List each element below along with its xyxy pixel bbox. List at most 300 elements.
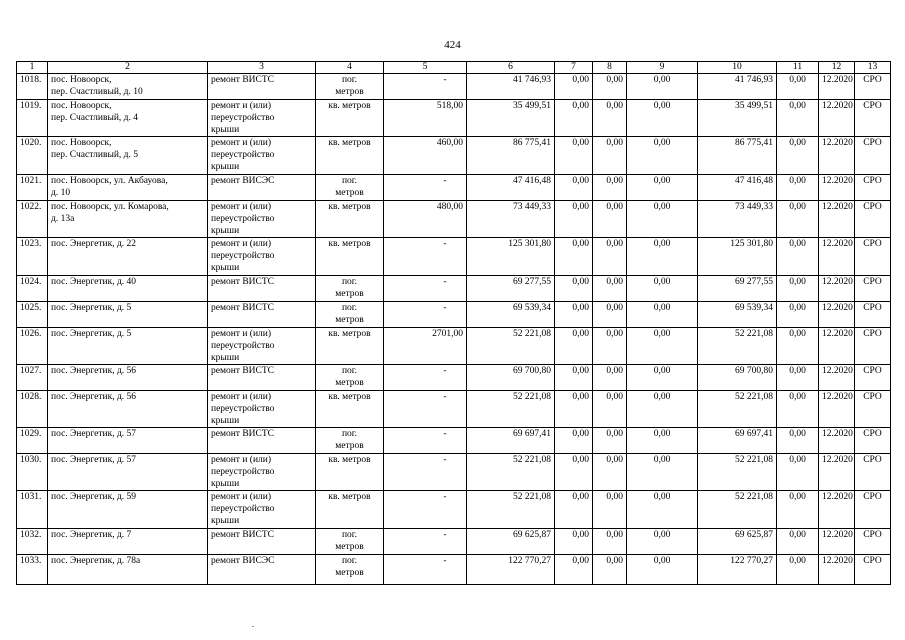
table-row [17,365,891,391]
area-cell: - [384,454,467,491]
unit-line: метров [335,87,364,97]
col7-cell: 0,00 [555,454,593,491]
completion-date-cell: 12.2020 [819,201,855,238]
source-cell: СРО [855,100,891,137]
address-line: пос. Энергетик, д. 78а [51,556,141,566]
work-type-line: ремонт и (или) [211,202,272,212]
col11-cell: 0,00 [777,454,819,491]
address-line: пос. Новоорск, [51,101,112,111]
column-header: 1 [17,62,48,74]
col8-cell: 0,00 [593,201,627,238]
col7-cell: 0,00 [555,491,593,529]
unit-line: метров [335,542,364,552]
table-row [17,74,891,100]
address-line: пос. Новоорск, [51,138,112,148]
col7-cell: 0,00 [555,391,593,428]
unit-cell [316,491,384,529]
work-type-line: крыши [211,416,240,426]
col7-cell: 0,00 [555,238,593,276]
work-type-cell [208,428,316,454]
address-line: д. 10 [51,188,71,198]
table-body [17,74,891,585]
unit-line: пог. [341,366,358,376]
col8-cell: 0,00 [593,391,627,428]
col10-cell: 73 449,33 [698,201,777,238]
source-cell: СРО [855,491,891,529]
cost-cell: 69 539,34 [467,302,555,328]
col7-cell: 0,00 [555,201,593,238]
column-header: 6 [467,62,555,74]
col10-cell: 52 221,08 [698,391,777,428]
work-type-line: ремонт и (или) [211,455,272,465]
work-type-line: ремонт ВИСТС [211,277,275,287]
work-type-line: переустройство [211,467,275,477]
work-type-cell [208,74,316,100]
row-number-cell: 1027. [17,365,48,391]
col9-cell: 0,00 [627,555,698,585]
cost-cell: 86 775,41 [467,137,555,175]
col8-cell: 0,00 [593,454,627,491]
work-type-cell [208,365,316,391]
table-row [17,175,891,201]
area-cell: - [384,491,467,529]
column-header: 11 [777,62,819,74]
work-type-line: крыши [211,263,240,273]
completion-date-cell: 12.2020 [819,454,855,491]
col10-cell: 41 746,93 [698,74,777,100]
address-cell [48,100,208,137]
work-type-cell [208,201,316,238]
address-cell [48,454,208,491]
unit-line: пог. [341,429,358,439]
address-cell [48,175,208,201]
unit-line: кв. метров [328,239,371,249]
col11-cell: 0,00 [777,302,819,328]
col10-cell: 69 277,55 [698,276,777,302]
col8-cell: 0,00 [593,328,627,365]
scan-speck [252,626,254,627]
unit-line: пог. [341,303,358,313]
cost-cell: 41 746,93 [467,74,555,100]
work-type-line: ремонт ВИСЭС [211,556,275,566]
source-cell: СРО [855,391,891,428]
address-cell [48,276,208,302]
col7-cell: 0,00 [555,302,593,328]
col10-cell: 69 625,87 [698,529,777,555]
row-number-cell: 1033. [17,555,48,585]
col10-cell: 125 301,80 [698,238,777,276]
row-number-cell: 1023. [17,238,48,276]
completion-date-cell: 12.2020 [819,365,855,391]
header-row [17,62,891,74]
work-type-line: ремонт ВИСТС [211,303,275,313]
unit-cell [316,74,384,100]
col8-cell: 0,00 [593,365,627,391]
col11-cell: 0,00 [777,555,819,585]
col10-cell: 69 697,41 [698,428,777,454]
unit-line: кв. метров [328,101,371,111]
col7-cell: 0,00 [555,74,593,100]
cost-cell: 35 499,51 [467,100,555,137]
col10-cell: 86 775,41 [698,137,777,175]
unit-cell [316,365,384,391]
work-type-line: крыши [211,516,240,526]
unit-line: кв. метров [328,392,371,402]
col9-cell: 0,00 [627,391,698,428]
cost-cell: 122 770,27 [467,555,555,585]
work-type-line: переустройство [211,214,275,224]
table-row [17,454,891,491]
address-cell [48,201,208,238]
col10-cell: 69 539,34 [698,302,777,328]
address-cell [48,529,208,555]
source-cell: СРО [855,555,891,585]
completion-date-cell: 12.2020 [819,175,855,201]
area-cell: - [384,365,467,391]
row-number-cell: 1026. [17,328,48,365]
col9-cell: 0,00 [627,74,698,100]
row-number-cell: 1025. [17,302,48,328]
column-header: 9 [627,62,698,74]
area-cell: 2701,00 [384,328,467,365]
address-line: пос. Энергетик, д. 57 [51,429,137,439]
area-cell: - [384,555,467,585]
source-cell: СРО [855,302,891,328]
work-type-cell [208,454,316,491]
source-cell: СРО [855,137,891,175]
work-type-line: крыши [211,125,240,135]
col9-cell: 0,00 [627,100,698,137]
cost-cell: 52 221,08 [467,454,555,491]
address-line: пос. Энергетик, д. 56 [51,366,137,376]
col8-cell: 0,00 [593,428,627,454]
completion-date-cell: 12.2020 [819,100,855,137]
col10-cell: 69 700,80 [698,365,777,391]
col10-cell: 52 221,08 [698,491,777,529]
col11-cell: 0,00 [777,100,819,137]
unit-cell [316,454,384,491]
col9-cell: 0,00 [627,428,698,454]
cost-cell: 52 221,08 [467,491,555,529]
col11-cell: 0,00 [777,491,819,529]
unit-line: пог. [341,176,358,186]
col8-cell: 0,00 [593,137,627,175]
col9-cell: 0,00 [627,201,698,238]
unit-line: метров [335,315,364,325]
cost-cell: 47 416,48 [467,175,555,201]
col7-cell: 0,00 [555,175,593,201]
area-cell: - [384,302,467,328]
col11-cell: 0,00 [777,391,819,428]
cost-cell: 73 449,33 [467,201,555,238]
table-row [17,555,891,585]
unit-cell [316,328,384,365]
col11-cell: 0,00 [777,276,819,302]
column-header: 4 [316,62,384,74]
table-row [17,137,891,175]
unit-line: пог. [341,277,358,287]
col7-cell: 0,00 [555,100,593,137]
unit-line: метров [335,188,364,198]
cost-cell: 69 700,80 [467,365,555,391]
address-cell [48,238,208,276]
column-header: 8 [593,62,627,74]
address-cell [48,74,208,100]
col9-cell: 0,00 [627,328,698,365]
address-cell [48,491,208,529]
unit-cell [316,529,384,555]
col8-cell: 0,00 [593,238,627,276]
work-type-line: крыши [211,162,240,172]
completion-date-cell: 12.2020 [819,391,855,428]
address-cell [48,428,208,454]
col8-cell: 0,00 [593,491,627,529]
area-cell: - [384,428,467,454]
table-row [17,491,891,529]
address-line: пер. Счастливый, д. 10 [51,87,143,97]
source-cell: СРО [855,529,891,555]
col7-cell: 0,00 [555,365,593,391]
table-row [17,276,891,302]
address-line: пос. Энергетик, д. 40 [51,277,137,287]
area-cell: - [384,529,467,555]
work-type-line: ремонт и (или) [211,492,272,502]
column-header: 2 [48,62,208,74]
column-header: 10 [698,62,777,74]
completion-date-cell: 12.2020 [819,428,855,454]
unit-line: кв. метров [328,202,371,212]
work-type-line: переустройство [211,341,275,351]
unit-line: метров [335,289,364,299]
unit-cell [316,175,384,201]
unit-cell [316,137,384,175]
col8-cell: 0,00 [593,555,627,585]
address-line: пос. Энергетик, д. 22 [51,239,137,249]
unit-line: метров [335,378,364,388]
unit-cell [316,238,384,276]
address-cell [48,391,208,428]
address-line: пос. Энергетик, д. 5 [51,329,132,339]
address-cell [48,302,208,328]
address-line: д. 13а [51,214,75,224]
page-number: 424 [444,39,461,51]
column-header: 13 [855,62,891,74]
table-row [17,391,891,428]
work-type-line: переустройство [211,113,275,123]
area-cell: - [384,276,467,302]
cost-cell: 69 277,55 [467,276,555,302]
col7-cell: 0,00 [555,428,593,454]
col8-cell: 0,00 [593,175,627,201]
col11-cell: 0,00 [777,529,819,555]
work-type-line: крыши [211,479,240,489]
work-type-line: ремонт и (или) [211,392,272,402]
col11-cell: 0,00 [777,175,819,201]
source-cell: СРО [855,74,891,100]
row-number-cell: 1030. [17,454,48,491]
work-type-line: переустройство [211,404,275,414]
unit-line: кв. метров [328,455,371,465]
col10-cell: 52 221,08 [698,328,777,365]
work-type-cell [208,238,316,276]
work-type-line: ремонт и (или) [211,138,272,148]
col8-cell: 0,00 [593,276,627,302]
area-cell: 518,00 [384,100,467,137]
address-line: пос. Новоорск, [51,75,112,85]
row-number-cell: 1019. [17,100,48,137]
work-type-line: переустройство [211,150,275,160]
completion-date-cell: 12.2020 [819,238,855,276]
completion-date-cell: 12.2020 [819,555,855,585]
completion-date-cell: 12.2020 [819,74,855,100]
row-number-cell: 1018. [17,74,48,100]
col9-cell: 0,00 [627,529,698,555]
work-type-cell [208,100,316,137]
col7-cell: 0,00 [555,328,593,365]
completion-date-cell: 12.2020 [819,302,855,328]
address-line: пер. Счастливый, д. 5 [51,150,138,160]
work-type-line: ремонт ВИСТС [211,366,275,376]
column-header: 12 [819,62,855,74]
area-cell: 480,00 [384,201,467,238]
work-type-line: ремонт ВИСТС [211,530,275,540]
unit-cell [316,302,384,328]
row-number-cell: 1020. [17,137,48,175]
address-line: пос. Новоорск, ул. Комарова, [51,202,169,212]
col11-cell: 0,00 [777,74,819,100]
work-type-cell [208,137,316,175]
source-cell: СРО [855,276,891,302]
area-cell: - [384,391,467,428]
unit-cell [316,555,384,585]
table-row [17,238,891,276]
col9-cell: 0,00 [627,302,698,328]
col11-cell: 0,00 [777,238,819,276]
address-cell [48,137,208,175]
unit-line: пог. [341,75,358,85]
area-cell: 460,00 [384,137,467,175]
col11-cell: 0,00 [777,365,819,391]
completion-date-cell: 12.2020 [819,137,855,175]
source-cell: СРО [855,175,891,201]
source-cell: СРО [855,328,891,365]
cost-cell: 52 221,08 [467,391,555,428]
address-cell [48,328,208,365]
table-row [17,201,891,238]
cost-cell: 69 697,41 [467,428,555,454]
table-row [17,529,891,555]
unit-cell [316,428,384,454]
col8-cell: 0,00 [593,74,627,100]
row-number-cell: 1021. [17,175,48,201]
row-number-cell: 1024. [17,276,48,302]
unit-cell [316,391,384,428]
col8-cell: 0,00 [593,529,627,555]
address-line: пос. Энергетик, д. 59 [51,492,137,502]
work-type-line: переустройство [211,251,275,261]
source-cell: СРО [855,428,891,454]
completion-date-cell: 12.2020 [819,328,855,365]
work-type-line: крыши [211,226,240,236]
column-header: 7 [555,62,593,74]
unit-cell [316,100,384,137]
col10-cell: 52 221,08 [698,454,777,491]
cost-cell: 125 301,80 [467,238,555,276]
col7-cell: 0,00 [555,555,593,585]
col10-cell: 47 416,48 [698,175,777,201]
col9-cell: 0,00 [627,454,698,491]
col9-cell: 0,00 [627,137,698,175]
col7-cell: 0,00 [555,137,593,175]
completion-date-cell: 12.2020 [819,491,855,529]
work-type-line: ремонт ВИСЭС [211,176,275,186]
cost-cell: 52 221,08 [467,328,555,365]
col10-cell: 35 499,51 [698,100,777,137]
address-cell [48,555,208,585]
work-type-cell [208,328,316,365]
col9-cell: 0,00 [627,491,698,529]
column-header: 3 [208,62,316,74]
unit-line: кв. метров [328,492,371,502]
completion-date-cell: 12.2020 [819,276,855,302]
work-type-line: ремонт и (или) [211,329,272,339]
unit-line: метров [335,441,364,451]
col7-cell: 0,00 [555,529,593,555]
work-type-cell [208,391,316,428]
address-cell [48,365,208,391]
work-type-line: крыши [211,353,240,363]
col11-cell: 0,00 [777,428,819,454]
completion-date-cell: 12.2020 [819,529,855,555]
unit-line: пог. [341,556,358,566]
row-number-cell: 1031. [17,491,48,529]
work-type-line: ремонт ВИСТС [211,75,275,85]
col10-cell: 122 770,27 [698,555,777,585]
work-type-line: ремонт и (или) [211,101,272,111]
col8-cell: 0,00 [593,302,627,328]
unit-line: кв. метров [328,329,371,339]
work-type-cell [208,175,316,201]
work-type-line: переустройство [211,504,275,514]
address-line: пос. Энергетик, д. 7 [51,530,132,540]
work-type-cell [208,555,316,585]
works-table [16,61,891,585]
col9-cell: 0,00 [627,238,698,276]
row-number-cell: 1029. [17,428,48,454]
unit-cell [316,201,384,238]
work-type-cell [208,276,316,302]
area-cell: - [384,74,467,100]
address-line: пос. Энергетик, д. 56 [51,392,137,402]
column-header: 5 [384,62,467,74]
table-row [17,302,891,328]
cost-cell: 69 625,87 [467,529,555,555]
source-cell: СРО [855,454,891,491]
address-line: пос. Новоорск, ул. Акбауова, [51,176,168,186]
source-cell: СРО [855,238,891,276]
col11-cell: 0,00 [777,137,819,175]
table-row [17,100,891,137]
source-cell: СРО [855,365,891,391]
col7-cell: 0,00 [555,276,593,302]
work-type-cell [208,529,316,555]
table-row [17,328,891,365]
col11-cell: 0,00 [777,201,819,238]
row-number-cell: 1028. [17,391,48,428]
col11-cell: 0,00 [777,328,819,365]
work-type-line: ремонт ВИСТС [211,429,275,439]
table-row [17,428,891,454]
